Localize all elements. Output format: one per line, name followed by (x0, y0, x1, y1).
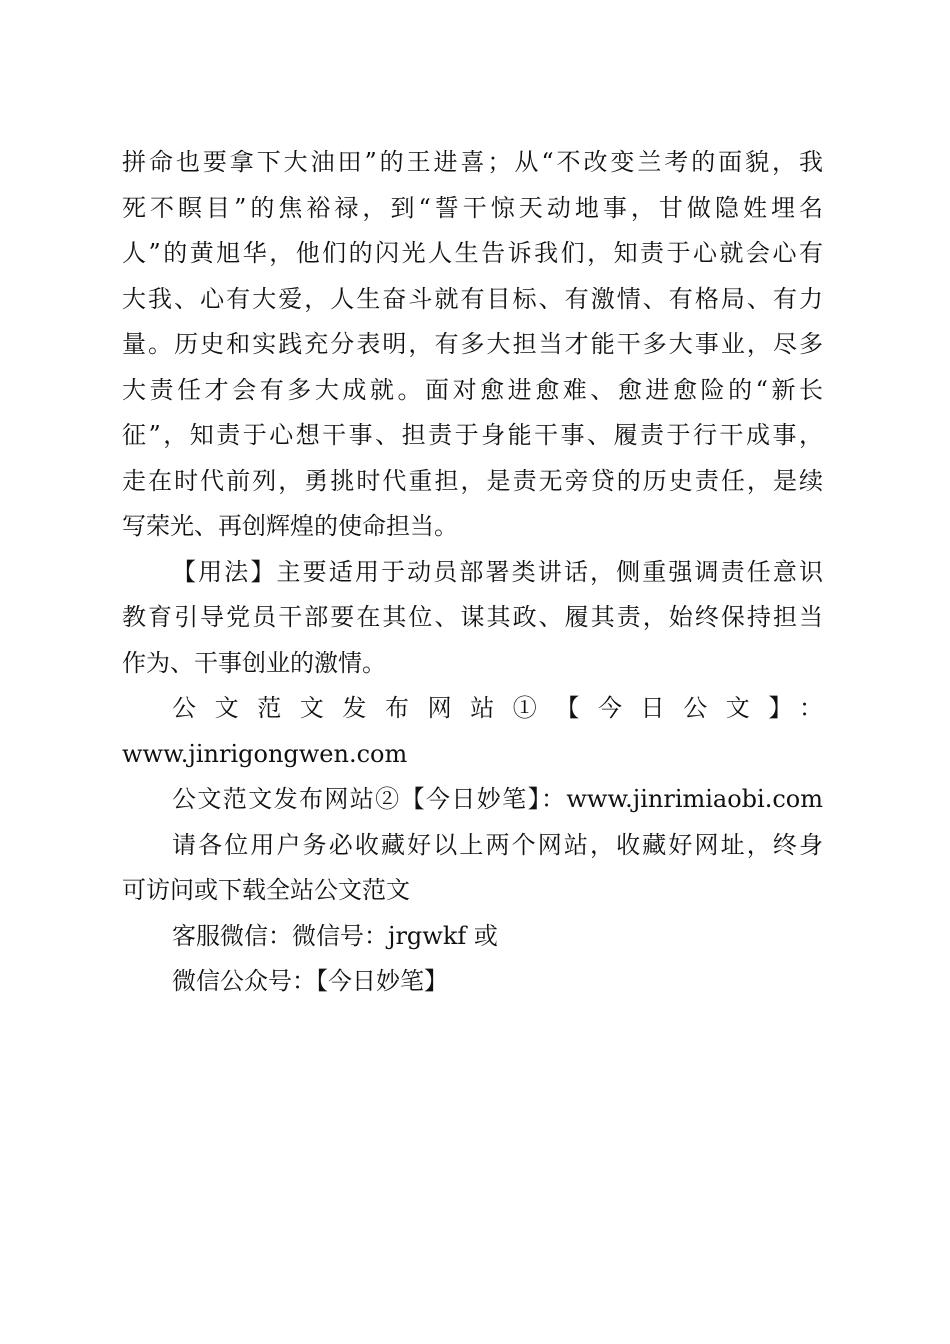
paragraph-usage (122, 550, 823, 687)
text-line: 走在时代前列，勇挑时代重担，是责无旁贷的历史责任，是续 (122, 466, 823, 495)
paragraph-reminder (122, 823, 823, 914)
site-1-url: www.jinrigongwen.com (122, 739, 408, 768)
text-line: 公文范文发布网站①【今日公文】： (172, 694, 823, 722)
paragraph-site-2 (122, 777, 823, 823)
paragraph-heroes (122, 140, 823, 550)
text-line: 写荣光、再创辉煌的使命担当。 (122, 512, 458, 540)
text-line: 作为、干事创业的激情。 (122, 648, 386, 677)
text-line: 公文范文发布网站②【今日妙笔】：www.jinrimiaobi.com (172, 785, 823, 813)
text-line: 大责任才会有多大成就。面对愈进愈难、愈进愈险的“新长 (122, 375, 823, 404)
paragraph-site-1 (122, 686, 823, 777)
text-line: 可访问或下载全站公文范文 (122, 876, 410, 904)
text-line: 客服微信：微信号：jrgwkf 或 (172, 921, 498, 950)
document-body (122, 140, 823, 1005)
text-line: 微信公众号：【今日妙笔】 (172, 967, 448, 995)
text-line: 大我、心有大爱，人生奋斗就有目标、有激情、有格局、有力 (122, 284, 823, 313)
paragraph-wechat-service (122, 914, 823, 960)
text-line: 人”的黄旭华，他们的闪光人生告诉我们，知责于心就会心有 (122, 239, 823, 267)
text-line: 死不瞑目”的焦裕禄，到“誓干惊天动地事，甘做隐姓埋名 (122, 193, 823, 222)
text-line: 请各位用户务必收藏好以上两个网站，收藏好网址，终身 (172, 830, 823, 859)
text-line: 征”，知责于心想干事、担责于身能干事、履责于行干成事， (122, 421, 823, 449)
paragraph-wechat-official (122, 959, 823, 1005)
text-line: 量。历史和实践充分表明，有多大担当才能干多大事业，尽多 (122, 330, 823, 358)
text-line: 教育引导党员干部要在其位、谋其政、履其责，始终保持担当 (122, 603, 823, 631)
text-line: 【用法】主要适用于动员部署类讲话，侧重强调责任意识 (172, 557, 823, 586)
text-line: 拼命也要拿下大油田”的王进喜；从“不改变兰考的面貌，我 (122, 148, 823, 176)
